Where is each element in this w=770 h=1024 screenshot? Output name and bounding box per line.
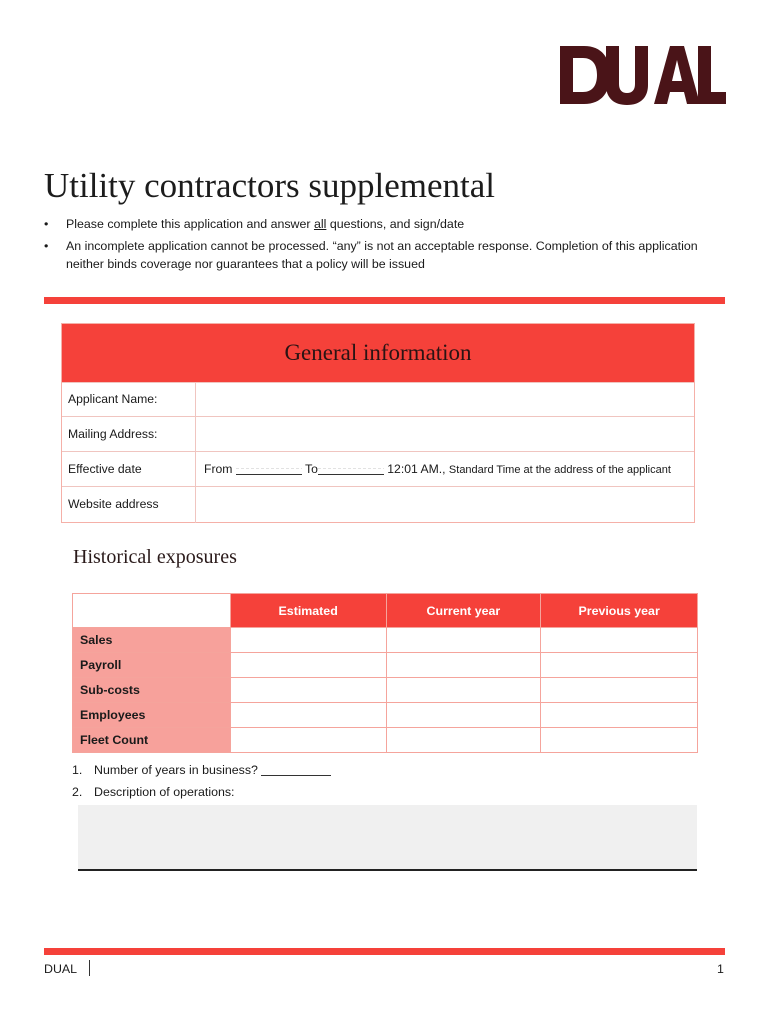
table-row <box>73 728 698 753</box>
column-header-current-year: Current year <box>386 594 541 628</box>
row-label-sub-costs: Sub-costs <box>73 678 231 703</box>
historical-exposures-table <box>72 593 698 753</box>
page-title: Utility contractors supplemental <box>44 166 496 205</box>
fleet-count-estimated-field[interactable] <box>230 728 386 753</box>
effective-date-label: Effective date <box>68 462 142 476</box>
applicant-name-field[interactable] <box>195 383 694 417</box>
sales-current-year-field[interactable] <box>386 628 541 653</box>
table-header-row <box>73 594 698 628</box>
sales-estimated-field[interactable] <box>230 628 386 653</box>
payroll-current-year-field[interactable] <box>386 653 541 678</box>
mailing-address-row <box>62 416 694 452</box>
instruction-text-2: An incomplete application cannot be processed. “any” is not an acceptable response. Completion of this application neither binds coverage nor guarantees that a policy will be issued <box>66 239 698 271</box>
row-label-payroll: Payroll <box>73 653 231 678</box>
effective-time: 12:01 AM., <box>387 462 446 476</box>
divider-top <box>44 297 725 304</box>
table-row <box>73 678 698 703</box>
website-address-row <box>62 486 694 523</box>
instruction-text-1-underlined: all <box>313 217 327 231</box>
table-row <box>73 703 698 728</box>
column-header-previous-year: Previous year <box>541 594 698 628</box>
fleet-count-current-year-field[interactable] <box>386 728 541 753</box>
sub-costs-previous-year-field[interactable] <box>541 678 698 703</box>
sub-costs-current-year-field[interactable] <box>386 678 541 703</box>
question-number: 1. <box>72 763 83 777</box>
question-description-of-operations <box>72 785 235 799</box>
table-corner-cell <box>73 594 231 628</box>
column-header-estimated: Estimated <box>230 594 386 628</box>
effective-date-line <box>204 462 671 476</box>
mailing-address-label: Mailing Address: <box>68 427 158 441</box>
row-label-sales: Sales <box>73 628 231 653</box>
historical-exposures-heading: Historical exposures <box>73 546 237 568</box>
instruction-text-1a: Please complete this application and answer <box>66 217 314 231</box>
website-address-field[interactable] <box>195 487 694 523</box>
instruction-item <box>44 237 724 273</box>
instruction-text-1b: questions, and sign/date <box>326 217 465 231</box>
bullet-dot: • <box>44 239 49 253</box>
mailing-address-field[interactable] <box>195 417 694 452</box>
row-label-employees: Employees <box>73 703 231 728</box>
page-number: 1 <box>717 962 724 976</box>
divider-bottom <box>44 948 725 955</box>
bullet-dot: • <box>44 217 49 231</box>
description-of-operations-field[interactable] <box>78 805 697 871</box>
effective-date-cell <box>195 452 694 487</box>
employees-previous-year-field[interactable] <box>541 703 698 728</box>
effective-time-suffix: Standard Time at the address of the applicant <box>448 464 671 476</box>
effective-to-field[interactable] <box>318 462 384 475</box>
general-information-header <box>62 324 694 382</box>
employees-current-year-field[interactable] <box>386 703 541 728</box>
table-row <box>73 628 698 653</box>
question-number: 2. <box>72 785 83 799</box>
footer-brand: DUAL <box>44 962 78 976</box>
applicant-name-row <box>62 382 694 417</box>
question-text: Number of years in business? <box>94 763 258 777</box>
general-information-section <box>61 323 695 523</box>
general-information-heading: General information <box>284 340 472 365</box>
instructions-list <box>44 215 724 277</box>
sales-previous-year-field[interactable] <box>541 628 698 653</box>
table-row <box>73 653 698 678</box>
payroll-previous-year-field[interactable] <box>541 653 698 678</box>
website-address-label: Website address <box>68 497 159 511</box>
fleet-count-previous-year-field[interactable] <box>541 728 698 753</box>
effective-from-field[interactable] <box>236 462 302 475</box>
row-label-fleet-count: Fleet Count <box>73 728 231 753</box>
effective-from-label: From <box>204 462 233 476</box>
footer-separator <box>89 960 90 976</box>
years-in-business-field[interactable] <box>261 763 331 776</box>
effective-to-label: To <box>305 462 318 476</box>
question-text: Description of operations: <box>94 785 235 799</box>
dual-logo <box>560 44 726 106</box>
question-years-in-business <box>72 763 331 777</box>
sub-costs-estimated-field[interactable] <box>230 678 386 703</box>
instruction-item <box>44 215 724 233</box>
effective-date-row <box>62 451 694 487</box>
payroll-estimated-field[interactable] <box>230 653 386 678</box>
employees-estimated-field[interactable] <box>230 703 386 728</box>
applicant-name-label: Applicant Name: <box>68 392 158 406</box>
